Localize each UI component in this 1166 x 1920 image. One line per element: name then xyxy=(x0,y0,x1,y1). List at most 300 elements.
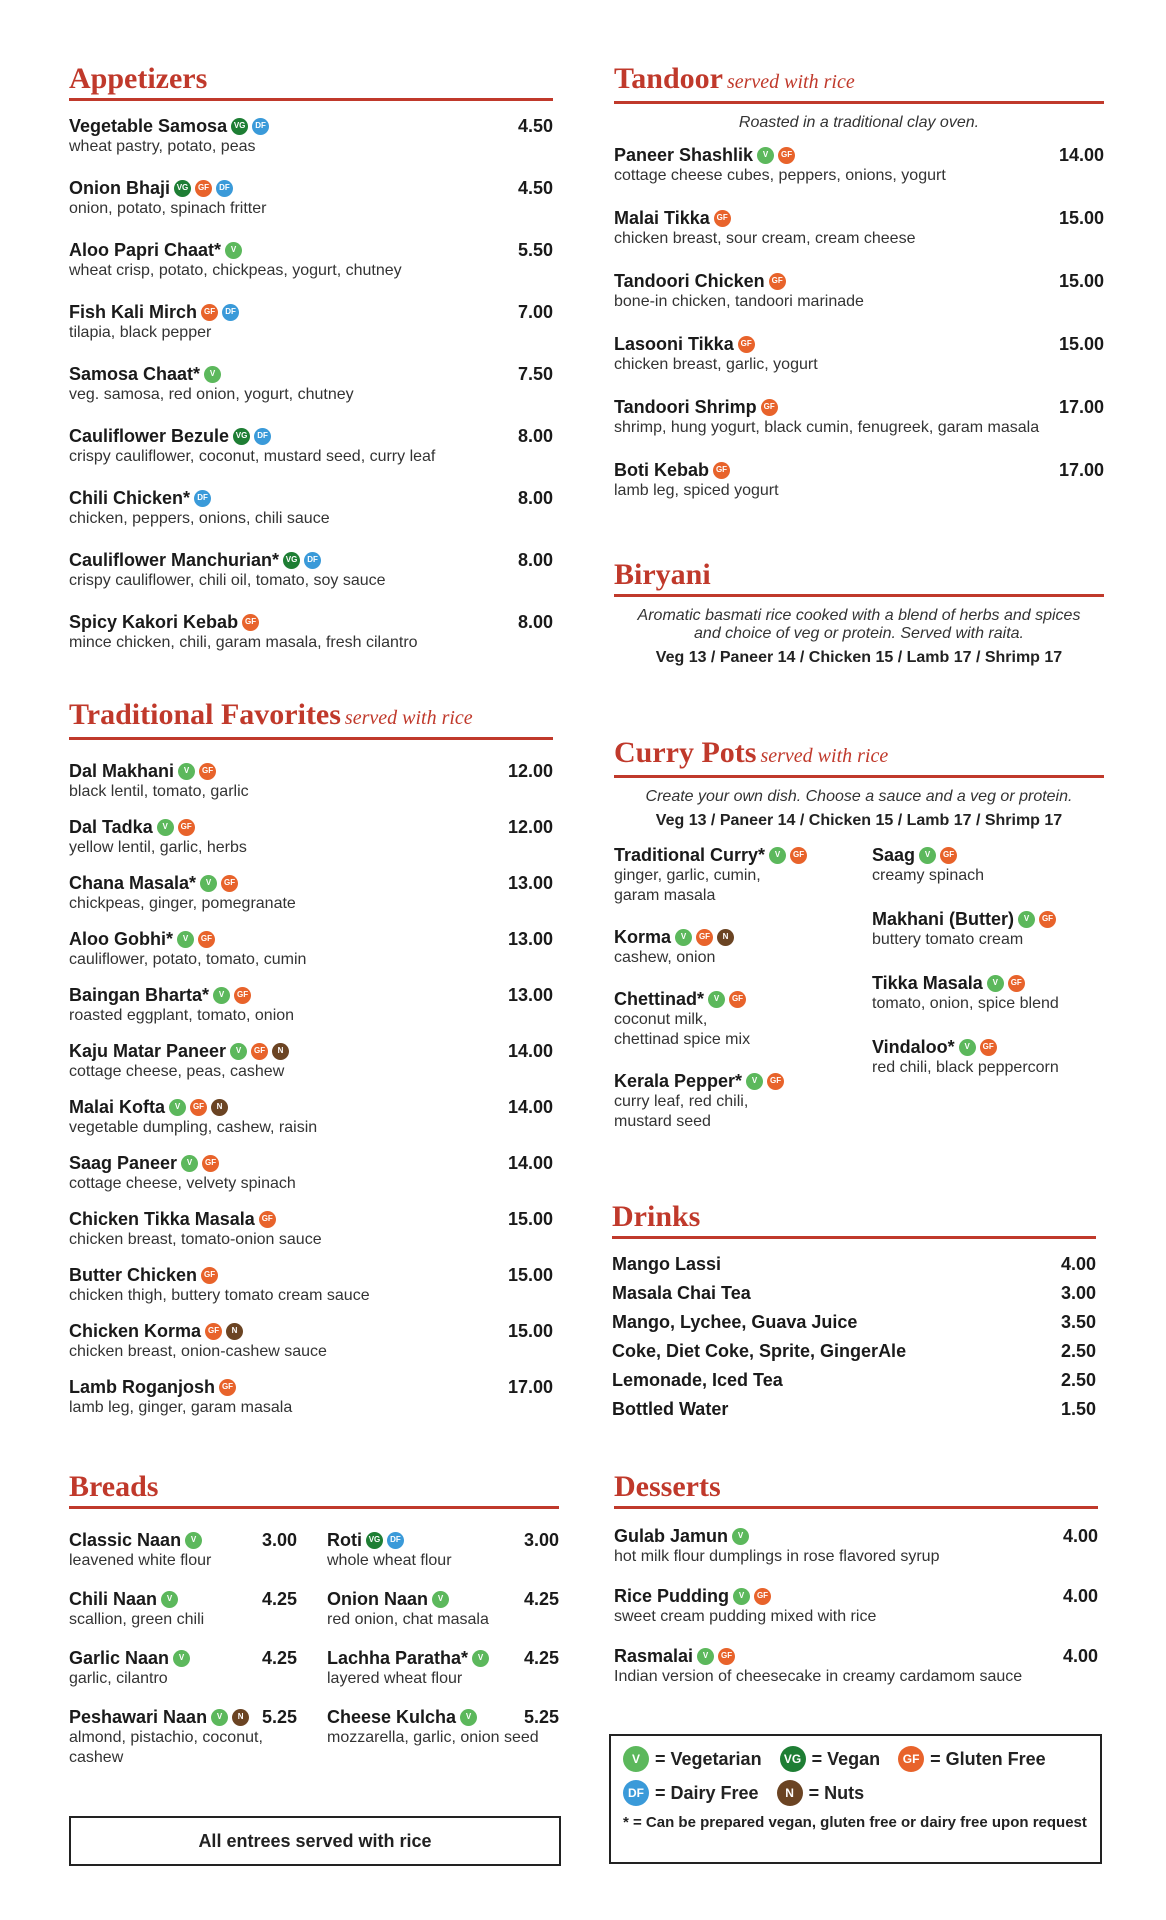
menu-item xyxy=(69,1264,553,1306)
biryani-section xyxy=(614,558,1104,667)
curry-sauce xyxy=(614,844,872,906)
gluten-free-icon: GF xyxy=(898,1746,924,1772)
vegan-icon: VG xyxy=(780,1746,806,1772)
vegetarian-icon: V xyxy=(204,366,221,383)
gluten-free-icon: GF xyxy=(980,1039,997,1056)
vegetarian-icon: V xyxy=(230,1043,247,1060)
item-name: Tandoori Chicken GF xyxy=(614,270,786,292)
desserts-list xyxy=(614,1525,1098,1705)
item-description: chicken breast, onion-cashew sauce xyxy=(69,1343,327,1360)
menu-item xyxy=(327,1647,559,1689)
item-description: lamb leg, ginger, garam masala xyxy=(69,1399,293,1416)
dairy-free-icon: DF xyxy=(222,304,239,321)
item-name: Cheese Kulcha V xyxy=(327,1706,477,1728)
menu-item xyxy=(69,1152,553,1194)
menu-item xyxy=(614,207,1104,249)
biryani-note-1: Aromatic basmati rice cooked with a blend of herbs and spices xyxy=(637,607,1081,624)
item-name: Bottled Water xyxy=(612,1399,729,1419)
item-name: Cauliflower Bezule VG DF xyxy=(69,425,271,447)
item-name: Fish Kali Mirch GF DF xyxy=(69,301,239,323)
item-name: Garlic Naan V xyxy=(69,1647,190,1669)
item-name: Samosa Chaat* V xyxy=(69,363,221,385)
item-price: 4.25 xyxy=(261,1648,297,1668)
gluten-free-icon: GF xyxy=(754,1588,771,1605)
drink-item xyxy=(612,1311,1096,1333)
menu-item xyxy=(69,301,553,343)
item-price: 14.00 xyxy=(507,1097,553,1117)
menu-item xyxy=(69,1376,553,1418)
item-name: Saag Paneer V GF xyxy=(69,1152,219,1174)
gluten-free-icon: GF xyxy=(769,273,786,290)
item-name: Tandoori Shrimp GF xyxy=(614,396,778,418)
item-price: 8.00 xyxy=(517,550,553,570)
appetizers-section xyxy=(69,62,553,673)
menu-item xyxy=(69,928,553,970)
vegetarian-icon: V xyxy=(1018,911,1035,928)
vegetarian-icon: V xyxy=(200,875,217,892)
menu-item xyxy=(69,239,553,281)
legend-footnote: * = Can be prepared vegan, gluten free or dairy free upon request xyxy=(623,1814,1087,1831)
item-description: mozzarella, garlic, onion seed xyxy=(327,1729,539,1746)
item-name: Makhani (Butter) V GF xyxy=(872,908,1104,930)
item-name: Rasmalai V GF xyxy=(614,1645,735,1667)
item-description: crispy cauliflower, chili oil, tomato, soy sauce xyxy=(69,572,386,589)
item-description: chicken breast, garlic, yogurt xyxy=(614,356,818,373)
item-description: tilapia, black pepper xyxy=(69,324,212,341)
item-description: chicken thigh, buttery tomato cream sauce xyxy=(69,1287,370,1304)
drink-item xyxy=(612,1282,1096,1304)
vegan-icon: VG xyxy=(174,180,191,197)
vegetarian-icon: V xyxy=(169,1099,186,1116)
legend-vegan: VG = Vegan xyxy=(780,1746,881,1772)
vegan-icon: VG xyxy=(283,552,300,569)
gluten-free-icon: GF xyxy=(178,819,195,836)
curry-pricing: Veg 13 / Paneer 14 / Chicken 15 / Lamb 17 / Shrimp 17 xyxy=(655,812,1063,829)
gluten-free-icon: GF xyxy=(940,847,957,864)
item-description: veg. samosa, red onion, yogurt, chutney xyxy=(69,386,354,403)
drink-item xyxy=(612,1253,1096,1275)
vegan-icon: VG xyxy=(366,1532,383,1549)
nuts-icon: N xyxy=(777,1780,803,1806)
item-description: sweet cream pudding mixed with rice xyxy=(614,1608,877,1625)
vegan-icon: VG xyxy=(231,118,248,135)
vegetarian-icon: V xyxy=(472,1650,489,1667)
item-description: garam masala xyxy=(614,887,716,904)
curry-note: Create your own dish. Choose a sauce and a veg or protein. xyxy=(645,788,1073,805)
item-description: coconut milk, xyxy=(614,1011,708,1028)
item-description: chicken breast, sour cream, cream cheese xyxy=(614,230,916,247)
drink-item xyxy=(612,1398,1096,1420)
vegetarian-icon: V xyxy=(213,987,230,1004)
item-price: 15.00 xyxy=(1058,334,1104,354)
item-description: cottage cheese cubes, peppers, onions, yogurt xyxy=(614,167,946,184)
gluten-free-icon: GF xyxy=(251,1043,268,1060)
item-name: Cauliflower Manchurian* VG DF xyxy=(69,549,321,571)
gluten-free-icon: GF xyxy=(242,614,259,631)
traditional-title: Traditional Favorites served with rice xyxy=(69,698,553,740)
item-name: Aloo Papri Chaat* V xyxy=(69,239,242,261)
menu-item xyxy=(614,1645,1098,1687)
tandoor-note: Roasted in a traditional clay oven. xyxy=(738,114,980,131)
item-description: yellow lentil, garlic, herbs xyxy=(69,839,247,856)
item-description: cauliflower, potato, tomato, cumin xyxy=(69,951,307,968)
curry-right-list xyxy=(872,844,1104,1132)
item-description: cottage cheese, velvety spinach xyxy=(69,1175,296,1192)
vegetarian-icon: V xyxy=(733,1588,750,1605)
nuts-icon: N xyxy=(232,1709,249,1726)
vegetarian-icon: V xyxy=(623,1746,649,1772)
item-price: 3.00 xyxy=(261,1530,297,1550)
vegetarian-icon: V xyxy=(757,147,774,164)
item-description: mince chicken, chili, garam masala, fresh cilantro xyxy=(69,634,418,651)
item-price: 4.25 xyxy=(261,1589,297,1609)
gluten-free-icon: GF xyxy=(234,987,251,1004)
desserts-section xyxy=(614,1470,1098,1705)
item-name: Classic Naan V xyxy=(69,1529,202,1551)
gluten-free-icon: GF xyxy=(198,931,215,948)
gluten-free-icon: GF xyxy=(1008,975,1025,992)
item-name: Chili Chicken* DF xyxy=(69,487,211,509)
menu-item xyxy=(614,396,1104,438)
item-price: 4.00 xyxy=(1062,1646,1098,1666)
menu-item xyxy=(69,1096,553,1138)
item-name: Rice Pudding V GF xyxy=(614,1585,771,1607)
item-description: tomato, onion, spice blend xyxy=(872,995,1059,1012)
menu-item xyxy=(69,1647,297,1689)
gluten-free-icon: GF xyxy=(259,1211,276,1228)
item-name: Chettinad* V GF xyxy=(614,988,872,1010)
item-name: Chana Masala* V GF xyxy=(69,872,238,894)
menu-item xyxy=(69,760,553,802)
item-name: Chicken Korma GF N xyxy=(69,1320,243,1342)
item-description: scallion, green chili xyxy=(69,1611,205,1628)
item-name: Saag V GF xyxy=(872,844,1104,866)
item-price: 5.25 xyxy=(261,1707,297,1727)
vegetarian-icon: V xyxy=(177,931,194,948)
item-price: 5.50 xyxy=(517,240,553,260)
item-name: Masala Chai Tea xyxy=(612,1283,751,1303)
menu-item xyxy=(69,177,553,219)
item-name: Chicken Tikka Masala GF xyxy=(69,1208,276,1230)
curry-sauce xyxy=(614,988,872,1050)
item-name: Korma V GF N xyxy=(614,926,872,948)
item-price: 8.00 xyxy=(517,612,553,632)
menu-item xyxy=(614,1585,1098,1627)
gluten-free-icon: GF xyxy=(761,399,778,416)
biryani-pricing: Veg 13 / Paneer 14 / Chicken 15 / Lamb 17 / Shrimp 17 xyxy=(655,649,1063,666)
gluten-free-icon: GF xyxy=(790,847,807,864)
menu-item xyxy=(69,1208,553,1250)
dairy-free-icon: DF xyxy=(304,552,321,569)
traditional-section xyxy=(69,698,553,1432)
item-price: 7.00 xyxy=(517,302,553,322)
desserts-title: Desserts xyxy=(614,1470,1098,1509)
gluten-free-icon: GF xyxy=(219,1379,236,1396)
item-price: 15.00 xyxy=(1058,208,1104,228)
item-price: 4.50 xyxy=(517,116,553,136)
gluten-free-icon: GF xyxy=(778,147,795,164)
gluten-free-icon: GF xyxy=(205,1323,222,1340)
item-price: 4.25 xyxy=(523,1589,559,1609)
gluten-free-icon: GF xyxy=(221,875,238,892)
menu-item xyxy=(69,549,553,591)
vegetarian-icon: V xyxy=(959,1039,976,1056)
drinks-title: Drinks xyxy=(612,1200,1096,1239)
appetizers-list xyxy=(69,115,553,673)
menu-item xyxy=(327,1588,559,1630)
item-name: Tikka Masala V GF xyxy=(872,972,1104,994)
vegetarian-icon: V xyxy=(432,1591,449,1608)
dairy-free-icon: DF xyxy=(387,1532,404,1549)
item-name: Kaju Matar Paneer V GF N xyxy=(69,1040,289,1062)
item-name: Lachha Paratha* V xyxy=(327,1647,489,1669)
menu-item xyxy=(614,333,1104,375)
item-name: Roti VG DF xyxy=(327,1529,404,1551)
menu-item xyxy=(327,1529,559,1571)
item-price: 15.00 xyxy=(507,1321,553,1341)
menu-item xyxy=(69,1529,297,1571)
item-name: Dal Makhani V GF xyxy=(69,760,216,782)
dairy-free-icon: DF xyxy=(252,118,269,135)
item-description: garlic, cilantro xyxy=(69,1670,168,1687)
item-description: chickpeas, ginger, pomegranate xyxy=(69,895,296,912)
item-description: wheat pastry, potato, peas xyxy=(69,138,256,155)
vegetarian-icon: V xyxy=(173,1650,190,1667)
item-description: red chili, black peppercorn xyxy=(872,1059,1059,1076)
item-price: 12.00 xyxy=(507,761,553,781)
item-description: almond, pistachio, coconut, cashew xyxy=(69,1729,263,1766)
curry-sauce xyxy=(872,844,1104,886)
vegetarian-icon: V xyxy=(157,819,174,836)
traditional-list xyxy=(69,760,553,1432)
item-name: Boti Kebab GF xyxy=(614,459,730,481)
menu-item xyxy=(69,984,553,1026)
item-description: onion, potato, spinach fritter xyxy=(69,200,267,217)
item-price: 13.00 xyxy=(507,985,553,1005)
tandoor-section xyxy=(614,62,1104,522)
item-description: wheat crisp, potato, chickpeas, yogurt, chutney xyxy=(69,262,402,279)
curry-title: Curry Pots served with rice xyxy=(614,736,1104,778)
breads-right-list xyxy=(327,1529,559,1765)
item-price: 4.00 xyxy=(1060,1254,1096,1274)
item-price: 4.50 xyxy=(517,178,553,198)
dairy-free-icon: DF xyxy=(254,428,271,445)
item-name: Lamb Roganjosh GF xyxy=(69,1376,236,1398)
item-description: ginger, garlic, cumin, xyxy=(614,867,761,884)
rice-note-box xyxy=(69,1816,561,1866)
drink-item xyxy=(612,1369,1096,1391)
biryani-title: Biryani xyxy=(614,558,1104,597)
gluten-free-icon: GF xyxy=(1039,911,1056,928)
vegetarian-icon: V xyxy=(181,1155,198,1172)
dairy-free-icon: DF xyxy=(194,490,211,507)
breads-left-list xyxy=(69,1529,297,1765)
vegetarian-icon: V xyxy=(460,1709,477,1726)
item-description: vegetable dumpling, cashew, raisin xyxy=(69,1119,318,1136)
menu-item xyxy=(69,1320,553,1362)
item-name: Vegetable Samosa VG DF xyxy=(69,115,269,137)
item-price: 3.50 xyxy=(1060,1312,1096,1332)
item-description: Indian version of cheesecake in creamy cardamom sauce xyxy=(614,1668,1023,1685)
vegetarian-icon: V xyxy=(708,991,725,1008)
curry-sauce xyxy=(872,1036,1104,1078)
vegetarian-icon: V xyxy=(987,975,1004,992)
curry-sauce xyxy=(614,1070,872,1132)
gluten-free-icon: GF xyxy=(718,1648,735,1665)
item-description: hot milk flour dumplings in rose flavored syrup xyxy=(614,1548,940,1565)
curry-section xyxy=(614,736,1104,1132)
tandoor-list xyxy=(614,144,1104,522)
legend-gluten-free: GF = Gluten Free xyxy=(898,1746,1046,1772)
drink-item xyxy=(612,1340,1096,1362)
gluten-free-icon: GF xyxy=(190,1099,207,1116)
item-description: leavened white flour xyxy=(69,1552,212,1569)
item-price: 3.00 xyxy=(523,1530,559,1550)
curry-sauce xyxy=(872,908,1104,950)
item-price: 1.50 xyxy=(1060,1399,1096,1419)
gluten-free-icon: GF xyxy=(201,1267,218,1284)
item-price: 15.00 xyxy=(507,1265,553,1285)
item-description: whole wheat flour xyxy=(327,1552,452,1569)
item-description: curry leaf, red chili, xyxy=(614,1093,749,1110)
nuts-icon: N xyxy=(717,929,734,946)
item-name: Peshawari Naan V N xyxy=(69,1706,249,1728)
appetizers-title: Appetizers xyxy=(69,62,553,101)
item-name: Mango Lassi xyxy=(612,1254,722,1274)
item-name: Gulab Jamun V xyxy=(614,1525,749,1547)
item-price: 17.00 xyxy=(507,1377,553,1397)
dairy-free-icon: DF xyxy=(216,180,233,197)
item-price: 4.00 xyxy=(1062,1526,1098,1546)
item-price: 17.00 xyxy=(1058,397,1104,417)
legend-vegetarian: V = Vegetarian xyxy=(623,1746,762,1772)
gluten-free-icon: GF xyxy=(201,304,218,321)
curry-left-list xyxy=(614,844,872,1132)
vegetarian-icon: V xyxy=(697,1648,714,1665)
item-name: Butter Chicken GF xyxy=(69,1264,218,1286)
menu-item xyxy=(69,1706,297,1768)
vegetarian-icon: V xyxy=(919,847,936,864)
item-name: Traditional Curry* V GF xyxy=(614,844,872,866)
breads-section xyxy=(69,1470,559,1765)
breads-title: Breads xyxy=(69,1470,559,1509)
item-price: 3.00 xyxy=(1060,1283,1096,1303)
menu-item xyxy=(69,816,553,858)
item-name: Onion Naan V xyxy=(327,1588,449,1610)
menu-item xyxy=(69,1040,553,1082)
legend-dairy-free: DF = Dairy Free xyxy=(623,1780,759,1806)
item-name: Lasooni Tikka GF xyxy=(614,333,755,355)
biryani-note-2: and choice of veg or protein. Served with raita. xyxy=(694,625,1024,642)
item-price: 14.00 xyxy=(1058,145,1104,165)
curry-sauce xyxy=(614,926,872,968)
item-price: 4.00 xyxy=(1062,1586,1098,1606)
item-price: 14.00 xyxy=(507,1153,553,1173)
tandoor-title: Tandoor served with rice xyxy=(614,62,1104,104)
drinks-list xyxy=(612,1253,1096,1420)
item-description: layered wheat flour xyxy=(327,1670,463,1687)
item-description: creamy spinach xyxy=(872,867,985,884)
item-description: lamb leg, spiced yogurt xyxy=(614,482,779,499)
item-name: Baingan Bharta* V GF xyxy=(69,984,251,1006)
vegetarian-icon: V xyxy=(225,242,242,259)
gluten-free-icon: GF xyxy=(767,1073,784,1090)
vegetarian-icon: V xyxy=(769,847,786,864)
gluten-free-icon: GF xyxy=(199,763,216,780)
curry-subtitle: served with rice xyxy=(760,745,889,767)
item-description: buttery tomato cream xyxy=(872,931,1024,948)
item-name: Vindaloo* V GF xyxy=(872,1036,1104,1058)
item-name: Dal Tadka V GF xyxy=(69,816,195,838)
item-name: Mango, Lychee, Guava Juice xyxy=(612,1312,858,1332)
item-price: 15.00 xyxy=(1058,271,1104,291)
item-price: 4.25 xyxy=(523,1648,559,1668)
item-name: Paneer Shashlik V GF xyxy=(614,144,795,166)
item-price: 8.00 xyxy=(517,426,553,446)
menu-item xyxy=(69,872,553,914)
item-name: Malai Tikka GF xyxy=(614,207,731,229)
dairy-free-icon: DF xyxy=(623,1780,649,1806)
legend-nuts: N = Nuts xyxy=(777,1780,865,1806)
gluten-free-icon: GF xyxy=(202,1155,219,1172)
nuts-icon: N xyxy=(272,1043,289,1060)
vegetarian-icon: V xyxy=(161,1591,178,1608)
vegetarian-icon: V xyxy=(185,1532,202,1549)
item-description: chicken breast, tomato-onion sauce xyxy=(69,1231,322,1248)
gluten-free-icon: GF xyxy=(738,336,755,353)
gluten-free-icon: GF xyxy=(714,210,731,227)
item-name: Chili Naan V xyxy=(69,1588,178,1610)
drinks-section xyxy=(612,1200,1096,1427)
vegetarian-icon: V xyxy=(732,1528,749,1545)
rice-note-text: All entrees served with rice xyxy=(198,1831,432,1851)
item-name: Onion Bhaji VG GF DF xyxy=(69,177,233,199)
item-description: crispy cauliflower, coconut, mustard seed, curry leaf xyxy=(69,448,436,465)
item-description: red onion, chat masala xyxy=(327,1611,489,1628)
item-price: 2.50 xyxy=(1060,1341,1096,1361)
item-description: chettinad spice mix xyxy=(614,1031,751,1048)
item-price: 8.00 xyxy=(517,488,553,508)
menu-item xyxy=(327,1706,559,1748)
menu-item xyxy=(69,1588,297,1630)
curry-sauce xyxy=(872,972,1104,1014)
item-price: 13.00 xyxy=(507,873,553,893)
tandoor-subtitle: served with rice xyxy=(726,71,855,93)
nuts-icon: N xyxy=(226,1323,243,1340)
item-description: shrimp, hung yogurt, black cumin, fenugreek, garam masala xyxy=(614,419,1040,436)
menu-item xyxy=(69,363,553,405)
vegan-icon: VG xyxy=(233,428,250,445)
menu-item xyxy=(69,611,553,653)
gluten-free-icon: GF xyxy=(713,462,730,479)
menu-item xyxy=(614,1525,1098,1567)
menu-item xyxy=(614,144,1104,186)
item-description: mustard seed xyxy=(614,1113,711,1130)
item-name: Lemonade, Iced Tea xyxy=(612,1370,783,1390)
item-price: 17.00 xyxy=(1058,460,1104,480)
item-price: 2.50 xyxy=(1060,1370,1096,1390)
traditional-subtitle: served with rice xyxy=(344,707,473,729)
item-description: cashew, onion xyxy=(614,949,716,966)
menu-item xyxy=(69,115,553,157)
menu-item xyxy=(614,459,1104,501)
item-description: black lentil, tomato, garlic xyxy=(69,783,249,800)
item-price: 14.00 xyxy=(507,1041,553,1061)
item-description: cottage cheese, peas, cashew xyxy=(69,1063,285,1080)
menu-item xyxy=(69,425,553,467)
item-name: Kerala Pepper* V GF xyxy=(614,1070,872,1092)
dietary-legend xyxy=(609,1734,1102,1864)
